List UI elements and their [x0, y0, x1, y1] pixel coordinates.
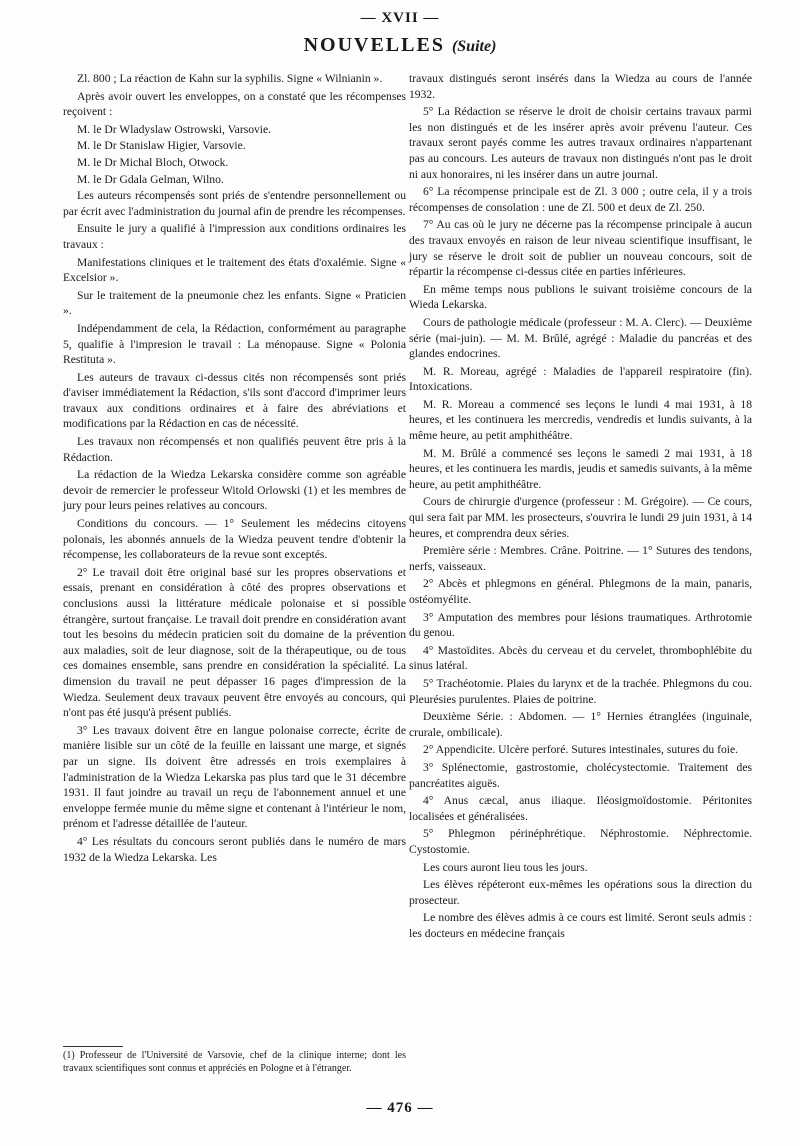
laureate-item: M. le Dr Stanislaw Higier, Varsovie. [77, 139, 246, 153]
left-column [63, 71, 406, 867]
paragraph: Sur le traitement de la pneumonie chez les enfants. Signe « Praticien ». [63, 288, 406, 318]
paragraph: Zl. 800 ; La réaction de Kahn sur la syphilis. Signe « Wilnianin ». [77, 72, 383, 85]
paragraph: Les élèves répéteront eux-mêmes les opérations sous la direction du prosecteur. [409, 878, 752, 907]
paragraph: M. R. Moreau a commencé ses leçons le lundi 4 mai 1931, à 18 heures, et les continuera les mercredis, vendredis et lundis suivants, à la même heure, au petit amphithéâtre. [409, 397, 752, 443]
list-item: 4° Mastoïdites. Abcès du cerveau et du cervelet, thrombophlébite du sinus latéral. [409, 643, 752, 673]
paragraph: 2° Le travail doit être original basé sur les propres observations et essais, prenant en considération à côté des propres observations et conclusions aussi la littérature médicale polonaise et si possible étrangère, surtout française. Le travail doit prendre en considération avant tout les besoins du médecin praticien soit du domaine de la prévention aux maladies, soit de leur diagnose, soit de la thérapeutique, ou de tous ces domaines ensemble, sans prendre en considération la spécialité. La dimension du travail ne peut dépasser 16 pages d'impression de la Wiedza. Seulement deux travaux peuvent être envoyés au concours, qui n'ont pas été jusqu'à présent publiés. [63, 565, 406, 720]
title-text: NOUVELLES [303, 34, 445, 56]
paragraph: 3° Les travaux doivent être en langue polonaise correcte, écrite de manière lisible sur un côté de la feuille en laissant une marge, et signés par un signe. Ils doivent être adressés en trois exemplaires à l'administration de la Wiedza Lekarska pas plus tard que le 31 décembre 1931. Il faut joindre au travail un reçu de l'abonnement annuel et une enveloppe fermée munie du même signe et contenant à l'intérieur le nom, prénom et l'adresse détaillée de l'auteur. [63, 723, 406, 831]
paragraph: En même temps nous publions le suivant troisième concours de la Wieda Lekarska. [409, 282, 752, 312]
conditions-paragraph: Conditions du concours. — 1° Seulement les médecins citoyens polonais, les abonnés annuels de la Wiedza peuvent tendre d'obtenir la récompense, les collaborateurs de la revue sont exceptés. [63, 517, 406, 562]
paragraph: 7° Au cas où le jury ne décerne pas la récompense principale à aucun des travaux envoyés en raison de leur niveau scientifique insuffisant, le jury se réserve le droit soit de publier un nouveau concours, soit de répartir la récompense ci-dessus citée en parties inférieures. [409, 218, 752, 279]
paragraph: 5° La Rédaction se réserve le droit de choisir certains travaux parmi les non distingués et de les insérer après avoir prévenu l'auteur. Ces travaux seront payés comme les autres travaux ordinaires n'appartenant pas au concours. Les auteurs de travaux non distingués n'ont pas le droit ni aux honoraires, ni les insérer dans un autre journal. [409, 105, 752, 181]
list-item: 4° Anus cæcal, anus iliaque. Iléosigmoïdostomie. Péritonites localisées et généralisées. [409, 794, 752, 823]
series-heading: Première série : Membres. Crâne. Poitrine. — 1° Sutures des tendons, nerfs, vaisseaux. [409, 544, 752, 573]
page-title [0, 34, 800, 57]
title-suffix: (Suite) [451, 38, 497, 55]
course-heading: Cours de chirurgie d'urgence (professeur : M. Grégoire). — Ce cours, qui sera fait par MM. les prosecteurs, s'ouvrira le lundi 29 juin 1931, à 14 heures, et comprendra deux séries. [409, 495, 752, 540]
list-item: 2° Abcès et phlegmons en général. Phlegmons de la main, panaris, ostéomyélite. [409, 577, 752, 606]
paragraph: M. R. Moreau, agrégé : Maladies de l'appareil respiratoire (fin). Intoxications. [409, 364, 752, 394]
list-item: 3° Splénectomie, gastrostomie, cholécystectomie. Traitement des pancréatites aiguës. [409, 760, 752, 790]
footnote: (1) Professeur de l'Université de Varsovie, chef de la clinique interne; dont les travaux scientifiques sont connus et appréciés en Pologne et à l'étranger. [63, 1050, 406, 1074]
paragraph: 6° La récompense principale est de Zl. 3 000 ; outre cela, il y a trois récompenses de consolation : une de Zl. 500 et deux de Zl. 250. [409, 185, 752, 214]
course-heading: Cours de pathologie médicale (professeur : M. A. Clerc). — Deuxième série (mai-juin). — M. M. Brûlé, agrégé : Maladie du pancréas et des glandes endocrines. [409, 315, 752, 361]
paragraph: 4° Les résultats du concours seront publiés dans le numéro de mars 1932 de la Wiedza Lekarska. Les [63, 834, 406, 864]
paragraph: M. M. Brûlé a commencé ses leçons le samedi 2 mai 1931, à 18 heures, et les continuera les mardis, jeudis et samedis suivants, à la même heure, au petit amphithéâtre. [409, 446, 752, 491]
paragraph: La rédaction de la Wiedza Lekarska considère comme son agréable devoir de remercier le professeur Witold Orlowski (1) et les membres de jury pour leurs peines relatives au concours. [63, 468, 406, 513]
laureate-item: M. le Dr Michal Bloch, Otwock. [77, 155, 229, 169]
list-item: 5° Phlegmon périnéphrétique. Néphrostomie. Néphrectomie. Cystostomie. [409, 827, 752, 856]
paragraph: Indépendamment de cela, la Rédaction, conformément au paragraphe 5, qualifie à l'impresion le travail : La ménopause. Signe « Polonia Restituta ». [63, 321, 406, 367]
laureate-item: M. le Dr Wladyslaw Ostrowski, Varsovie. [77, 122, 272, 136]
paragraph: Manifestations cliniques et le traitement des états d'oxalémie. Signe « Excelsior ». [63, 255, 406, 285]
paragraph: Les cours auront lieu tous les jours. [423, 860, 588, 874]
footnote-divider [63, 1046, 123, 1047]
list-item: 2° Appendicite. Ulcère perforé. Sutures intestinales, sutures du foie. [423, 743, 739, 757]
paragraph: Ensuite le jury a qualifié à l'impression aux conditions ordinaires les travaux : [63, 222, 406, 251]
paragraph: Le nombre des élèves admis à ce cours est limité. Seront seuls admis : les docteurs en médecine français [409, 911, 752, 940]
paragraph: Les auteurs récompensés sont priés de s'entendre personnellement ou par écrit avec l'administration du journal afin de prendre les récompenses. [63, 189, 406, 218]
paragraph: Après avoir ouvert les enveloppes, on a constaté que les récompenses reçoivent : [63, 89, 406, 119]
paragraph: Les auteurs de travaux ci-dessus cités non récompensés sont priés d'aviser immédiatement la Rédaction, s'ils sont d'accord d'imprimer leurs travaux aux conditions ordinaires et à faire des abréviations et modifications par la Rédaction en cas de nécessité. [63, 370, 406, 431]
list-item: 5° Trachéotomie. Plaies du larynx et de la trachée. Phlegmons du cou. Pleurésies purulentes. Plaies de poitrine. [409, 676, 752, 706]
right-column [409, 71, 752, 943]
laureate-item: M. le Dr Gdala Gelman, Wilno. [77, 172, 224, 186]
roman-page-number: — XVII — [360, 10, 440, 26]
list-item: 3° Amputation des membres pour lésions traumatiques. Arthrotomie du genou. [409, 610, 752, 640]
page-number: — 476 — [366, 1100, 434, 1116]
paragraph: Les travaux non récompensés et non qualifiés peuvent être pris à la Rédaction. [63, 435, 406, 464]
series-heading: Deuxième Série. : Abdomen. — 1° Hernies étranglées (inguinale, crurale, ombilicale). [409, 710, 752, 739]
paragraph: travaux distingués seront insérés dans la Wiedza au cours de l'année 1932. [409, 72, 752, 101]
